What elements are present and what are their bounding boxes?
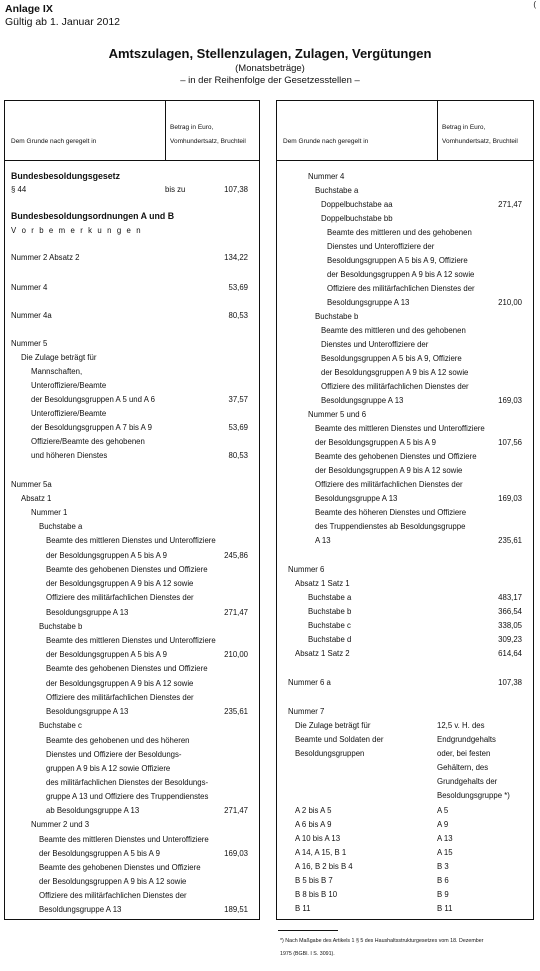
left-table-row <box>5 606 259 619</box>
right-row-text: Beamte des mittleren und des gehobenen <box>321 326 466 335</box>
right-table-row <box>277 464 533 477</box>
left-row-text: Beamte des gehobenen Dienstes und Offiziere <box>46 664 208 673</box>
left-row-text: Nummer 2 Absatz 2 <box>11 253 80 262</box>
right-row-text: B 8 bis B 10 <box>295 890 338 899</box>
left-table-row <box>5 534 259 547</box>
right-table-row <box>277 422 533 435</box>
left-table-row <box>5 691 259 704</box>
right-row-text: A 16, B 2 bis B 4 <box>295 862 353 871</box>
right-table-row <box>277 761 533 774</box>
left-row-text: ab Besoldungsgruppe A 13 <box>46 806 140 815</box>
right-table-row <box>277 282 533 295</box>
left-row-text: Buchstabe a <box>39 522 83 531</box>
left-row-text: Beamte des gehobenen Dienstes und Offiziere <box>46 565 208 574</box>
left-row-value: 80,53 <box>228 311 248 320</box>
left-row-value: 37,57 <box>228 395 248 404</box>
left-row-text: Beamte des mittleren Dienstes und Unteroffiziere <box>39 835 209 844</box>
left-table-row <box>5 170 259 183</box>
left-row-value: 134,22 <box>224 253 248 262</box>
left-table-row <box>5 421 259 434</box>
right-table-row <box>277 577 533 590</box>
left-row-value: 80,53 <box>228 451 248 460</box>
left-row-text: Offiziere des militärfachlichen Dienstes der <box>46 593 194 602</box>
left-row-text: Besoldungsgruppe A 13 <box>46 608 129 617</box>
right-table-header <box>277 101 533 161</box>
left-row-text: Besoldungsgruppe A 13 <box>46 707 129 716</box>
left-row-text: § 44 <box>11 185 27 194</box>
left-row-value: 271,47 <box>224 608 248 617</box>
right-row-mid: A 5 <box>437 806 449 815</box>
left-table <box>4 100 260 920</box>
left-row-text: der Besoldungsgruppen A 9 bis A 12 sowie <box>39 877 187 886</box>
left-row-text: Absatz 1 <box>21 494 52 503</box>
left-table-row <box>5 648 259 661</box>
left-row-text: Unteroffiziere/Beamte <box>31 409 107 418</box>
right-table-row <box>277 705 533 718</box>
right-table-row <box>277 520 533 533</box>
right-table-row <box>277 888 533 901</box>
right-table-row <box>277 226 533 239</box>
left-header-col1: Dem Grunde nach geregelt in <box>11 138 97 145</box>
right-row-mid: Grundgehalts der <box>437 777 498 786</box>
left-row-text: Bundesbesoldungsordnungen A und B <box>11 211 175 221</box>
right-table-row <box>277 619 533 632</box>
right-row-text: Absatz 1 Satz 2 <box>295 649 350 658</box>
left-table-row <box>5 549 259 562</box>
right-table-row <box>277 324 533 337</box>
right-table-row <box>277 832 533 845</box>
right-table-row <box>277 478 533 491</box>
left-table-row <box>5 520 259 533</box>
right-row-text: Absatz 1 Satz 1 <box>295 579 350 588</box>
right-row-mid: A 15 <box>437 848 453 857</box>
right-table-row <box>277 647 533 660</box>
right-table <box>276 100 534 920</box>
right-row-value: 271,47 <box>498 200 522 209</box>
left-row-text: der Besoldungsgruppen A 5 bis A 9 <box>39 849 160 858</box>
right-table-row <box>277 408 533 421</box>
left-table-row <box>5 889 259 902</box>
left-table-row <box>5 281 259 294</box>
right-header-col2-line1: Betrag in Euro, <box>442 124 486 131</box>
right-row-text: Besoldungsgruppe A 13 <box>315 494 398 503</box>
left-table-row <box>5 210 259 223</box>
right-row-mid: B 6 <box>437 876 449 885</box>
left-table-row <box>5 183 259 196</box>
left-row-text: der Besoldungsgruppen A 5 bis A 9 <box>46 650 167 659</box>
right-row-text: Buchstabe b <box>308 607 352 616</box>
left-table-row <box>5 478 259 491</box>
left-row-text: Nummer 1 <box>31 508 68 517</box>
left-row-text: Mannschaften, <box>31 367 83 376</box>
footnote-divider <box>278 930 338 931</box>
left-header-col2-line1: Betrag in Euro, <box>170 124 214 131</box>
left-row-text: Offiziere des militärfachlichen Dienstes der <box>39 891 187 900</box>
left-table-row <box>5 351 259 364</box>
right-table-row <box>277 874 533 887</box>
right-table-row <box>277 492 533 505</box>
right-table-row <box>277 380 533 393</box>
right-row-text: Buchstabe d <box>308 635 352 644</box>
right-row-text: A 10 bis A 13 <box>295 834 341 843</box>
right-row-value: 235,61 <box>498 536 522 545</box>
right-row-mid: A 13 <box>437 834 453 843</box>
right-table-row <box>277 506 533 519</box>
left-table-row <box>5 435 259 448</box>
right-row-value: 210,00 <box>498 298 522 307</box>
validity-label: Gültig ab 1. Januar 2012 <box>5 16 120 28</box>
footnote-line-2: 1975 (BGBl. I S. 3091). <box>280 951 335 957</box>
left-row-text: Beamte des gehobenen und des höheren <box>46 736 190 745</box>
left-row-text: Offiziere des militärfachlichen Dienstes der <box>46 693 194 702</box>
left-table-row <box>5 875 259 888</box>
left-table-row <box>5 449 259 462</box>
right-row-text: A 13 <box>315 536 331 545</box>
right-row-mid: B 3 <box>437 862 449 871</box>
right-row-text: Buchstabe a <box>308 593 352 602</box>
right-table-row <box>277 534 533 547</box>
left-row-value: 169,03 <box>224 849 248 858</box>
right-row-text: Nummer 5 und 6 <box>308 410 367 419</box>
left-table-row <box>5 662 259 675</box>
right-table-row <box>277 296 533 309</box>
left-table-row <box>5 903 259 916</box>
left-row-value: 53,69 <box>228 423 248 432</box>
left-row-text: der Besoldungsgruppen A 5 und A 6 <box>31 395 155 404</box>
left-row-value: 107,38 <box>224 185 248 194</box>
right-table-row <box>277 633 533 646</box>
corner-mark: ( <box>533 0 536 9</box>
right-row-value: 309,23 <box>498 635 522 644</box>
right-row-text: Besoldungsgruppen A 5 bis A 9, Offiziere <box>321 354 462 363</box>
left-row-text: der Besoldungsgruppen A 7 bis A 9 <box>31 423 152 432</box>
right-header-col2-line2: Vomhundertsatz, Bruchteil <box>442 138 518 145</box>
left-row-text: gruppen A 9 bis A 12 sowie Offiziere <box>46 764 171 773</box>
left-row-text: Beamte des mittleren Dienstes und Unteroffiziere <box>46 636 216 645</box>
left-row-text: Nummer 5 <box>11 339 48 348</box>
right-table-row <box>277 747 533 760</box>
left-row-value: 210,00 <box>224 650 248 659</box>
right-row-mid: oder, bei festen <box>437 749 491 758</box>
right-row-mid: Endgrundgehalts <box>437 735 496 744</box>
left-table-row <box>5 818 259 831</box>
left-row-text: Beamte des mittleren Dienstes und Unteroffiziere <box>46 536 216 545</box>
left-row-text: der Besoldungsgruppen A 9 bis A 12 sowie <box>46 579 194 588</box>
right-table-row <box>277 198 533 211</box>
left-row-text: Beamte des gehobenen Dienstes und Offiziere <box>39 863 201 872</box>
right-row-mid: B 11 <box>437 904 453 913</box>
right-table-row <box>277 436 533 449</box>
right-table-row <box>277 775 533 788</box>
right-table-row <box>277 450 533 463</box>
right-table-row <box>277 268 533 281</box>
footnote-line-1: *) Nach Maßgabe des Artikels 1 § 5 des Haushaltsstrukturgesetzes vom 18. Dezember <box>280 938 484 944</box>
right-row-text: Beamte und Soldaten der <box>295 735 384 744</box>
left-row-text: der Besoldungsgruppen A 9 bis A 12 sowie <box>46 679 194 688</box>
right-table-row <box>277 818 533 831</box>
left-table-row <box>5 224 259 237</box>
right-row-text: der Besoldungsgruppen A 5 bis A 9 <box>315 438 436 447</box>
left-table-row <box>5 563 259 576</box>
right-row-text: der Besoldungsgruppen A 9 bis A 12 sowie <box>327 270 475 279</box>
right-table-row <box>277 254 533 267</box>
right-row-text: Offiziere des militärfachlichen Dienstes der <box>327 284 475 293</box>
left-row-value: 53,69 <box>228 283 248 292</box>
right-row-text: Besoldungsgruppe A 13 <box>321 396 404 405</box>
left-table-row <box>5 591 259 604</box>
left-row-text: V o r b e m e r k u n g e n <box>11 226 143 235</box>
right-row-text: Beamte des gehobenen Dienstes und Offiziere <box>315 452 477 461</box>
left-header-divider <box>165 101 166 161</box>
right-row-value: 107,38 <box>498 678 522 687</box>
right-row-text: der Besoldungsgruppen A 9 bis A 12 sowie <box>315 466 463 475</box>
right-header-divider <box>437 101 438 161</box>
right-table-row <box>277 605 533 618</box>
left-row-text: Buchstabe c <box>39 721 82 730</box>
left-row-mid: bis zu <box>165 185 186 194</box>
right-table-row <box>277 846 533 859</box>
right-row-text: Nummer 6 a <box>288 678 331 687</box>
left-table-row <box>5 506 259 519</box>
right-row-text: B 5 bis B 7 <box>295 876 333 885</box>
left-table-row <box>5 634 259 647</box>
left-row-text: Bundesbesoldungsgesetz <box>11 171 120 181</box>
right-row-text: B 11 <box>295 904 311 913</box>
left-row-text: Dienstes und Offiziere der Besoldungs- <box>46 750 182 759</box>
left-table-row <box>5 677 259 690</box>
right-table-row <box>277 212 533 225</box>
right-row-value: 169,03 <box>498 494 522 503</box>
left-table-row <box>5 847 259 860</box>
right-row-text: A 6 bis A 9 <box>295 820 332 829</box>
left-table-row <box>5 365 259 378</box>
right-row-text: Nummer 7 <box>288 707 325 716</box>
right-row-text: Doppelbuchstabe bb <box>321 214 393 223</box>
right-table-row <box>277 310 533 323</box>
left-row-text: Buchstabe b <box>39 622 83 631</box>
right-row-text: Beamte des mittleren und des gehobenen <box>327 228 472 237</box>
right-table-row <box>277 170 533 183</box>
right-row-text: A 2 bis A 5 <box>295 806 332 815</box>
left-row-value: 189,51 <box>224 905 248 914</box>
left-row-text: Offiziere/Beamte des gehobenen <box>31 437 145 446</box>
right-row-mid: 12,5 v. H. des <box>437 721 485 730</box>
right-row-mid: A 9 <box>437 820 449 829</box>
right-table-row <box>277 338 533 351</box>
left-table-row <box>5 861 259 874</box>
left-row-text: Die Zulage beträgt für <box>21 353 97 362</box>
right-table-row <box>277 733 533 746</box>
left-row-value: 235,61 <box>224 707 248 716</box>
left-row-text: gruppe A 13 und Offiziere des Truppendienstes <box>46 792 209 801</box>
page-subtitle-order: – in der Reihenfolge der Gesetzesstellen – <box>180 75 360 86</box>
right-row-mid: Gehältern, des <box>437 763 489 772</box>
left-table-row <box>5 776 259 789</box>
left-table-row <box>5 790 259 803</box>
right-row-text: Die Zulage beträgt für <box>295 721 371 730</box>
left-table-row <box>5 762 259 775</box>
right-row-text: A 14, A 15, B 1 <box>295 848 347 857</box>
right-table-row <box>277 394 533 407</box>
right-table-row <box>277 563 533 576</box>
right-row-text: Beamte des mittleren Dienstes und Unteroffiziere <box>315 424 485 433</box>
right-row-mid: Besoldungsgruppe *) <box>437 791 510 800</box>
right-row-text: Besoldungsgruppen <box>295 749 365 758</box>
right-row-value: 614,64 <box>498 649 522 658</box>
right-row-text: Offiziere des militärfachlichen Dienstes der <box>315 480 463 489</box>
left-table-row <box>5 620 259 633</box>
left-row-value: 271,47 <box>224 806 248 815</box>
right-table-row <box>277 184 533 197</box>
left-table-row <box>5 719 259 732</box>
left-row-text: Nummer 4 <box>11 283 48 292</box>
left-table-row <box>5 734 259 747</box>
right-row-text: Dienstes und Unteroffiziere der <box>327 242 435 251</box>
left-row-text: Nummer 4a <box>11 311 52 320</box>
right-row-text: Dienstes und Unteroffiziere der <box>321 340 429 349</box>
right-row-text: Besoldungsgruppe A 13 <box>327 298 410 307</box>
right-table-row <box>277 591 533 604</box>
left-row-text: Unteroffiziere/Beamte <box>31 381 107 390</box>
left-row-text: Nummer 2 und 3 <box>31 820 90 829</box>
left-table-row <box>5 577 259 590</box>
left-row-value: 245,86 <box>224 551 248 560</box>
page-subtitle: (Monatsbeträge) <box>235 63 305 74</box>
right-table-row <box>277 352 533 365</box>
left-row-text: Nummer 5a <box>11 480 52 489</box>
left-row-text: des militärfachlichen Dienstes der Besoldungs- <box>46 778 209 787</box>
left-table-header <box>5 101 259 161</box>
left-row-text: Besoldungsgruppe A 13 <box>39 905 122 914</box>
right-row-text: der Besoldungsgruppen A 9 bis A 12 sowie <box>321 368 469 377</box>
left-header-col2-line2: Vomhundertsatz, Bruchteil <box>170 138 246 145</box>
right-row-text: Nummer 6 <box>288 565 325 574</box>
right-table-row <box>277 676 533 689</box>
left-table-row <box>5 337 259 350</box>
right-row-value: 366,54 <box>498 607 522 616</box>
right-row-text: Nummer 4 <box>308 172 345 181</box>
page-title: Amtszulagen, Stellenzulagen, Zulagen, Vergütungen <box>108 46 432 61</box>
right-table-row <box>277 240 533 253</box>
right-row-value: 338,05 <box>498 621 522 630</box>
left-table-row <box>5 492 259 505</box>
right-table-row <box>277 366 533 379</box>
left-table-row <box>5 705 259 718</box>
right-table-row <box>277 804 533 817</box>
right-row-value: 483,17 <box>498 593 522 602</box>
left-row-text: und höheren Dienstes <box>31 451 108 460</box>
left-table-row <box>5 748 259 761</box>
right-table-row <box>277 789 533 802</box>
right-header-col1: Dem Grunde nach geregelt in <box>283 138 369 145</box>
right-row-mid: B 9 <box>437 890 449 899</box>
right-row-text: Beamte des höheren Dienstes und Offiziere <box>315 508 467 517</box>
right-table-row <box>277 902 533 915</box>
left-row-text: der Besoldungsgruppen A 5 bis A 9 <box>46 551 167 560</box>
right-row-value: 107,56 <box>498 438 522 447</box>
left-table-row <box>5 833 259 846</box>
left-table-row <box>5 379 259 392</box>
right-table-row <box>277 860 533 873</box>
right-row-text: Buchstabe a <box>315 186 359 195</box>
left-table-row <box>5 407 259 420</box>
right-table-row <box>277 719 533 732</box>
left-table-row <box>5 393 259 406</box>
anlage-label: Anlage IX <box>5 3 53 15</box>
right-row-text: Buchstabe b <box>315 312 359 321</box>
left-table-row <box>5 309 259 322</box>
right-row-text: Besoldungsgruppen A 5 bis A 9, Offiziere <box>327 256 468 265</box>
right-row-text: Buchstabe c <box>308 621 351 630</box>
right-row-text: des Truppendienstes ab Besoldungsgruppe <box>315 522 466 531</box>
right-row-text: Offiziere des militärfachlichen Dienstes der <box>321 382 469 391</box>
right-row-value: 169,03 <box>498 396 522 405</box>
left-table-row <box>5 804 259 817</box>
left-table-row <box>5 251 259 264</box>
right-row-text: Doppelbuchstabe aa <box>321 200 393 209</box>
